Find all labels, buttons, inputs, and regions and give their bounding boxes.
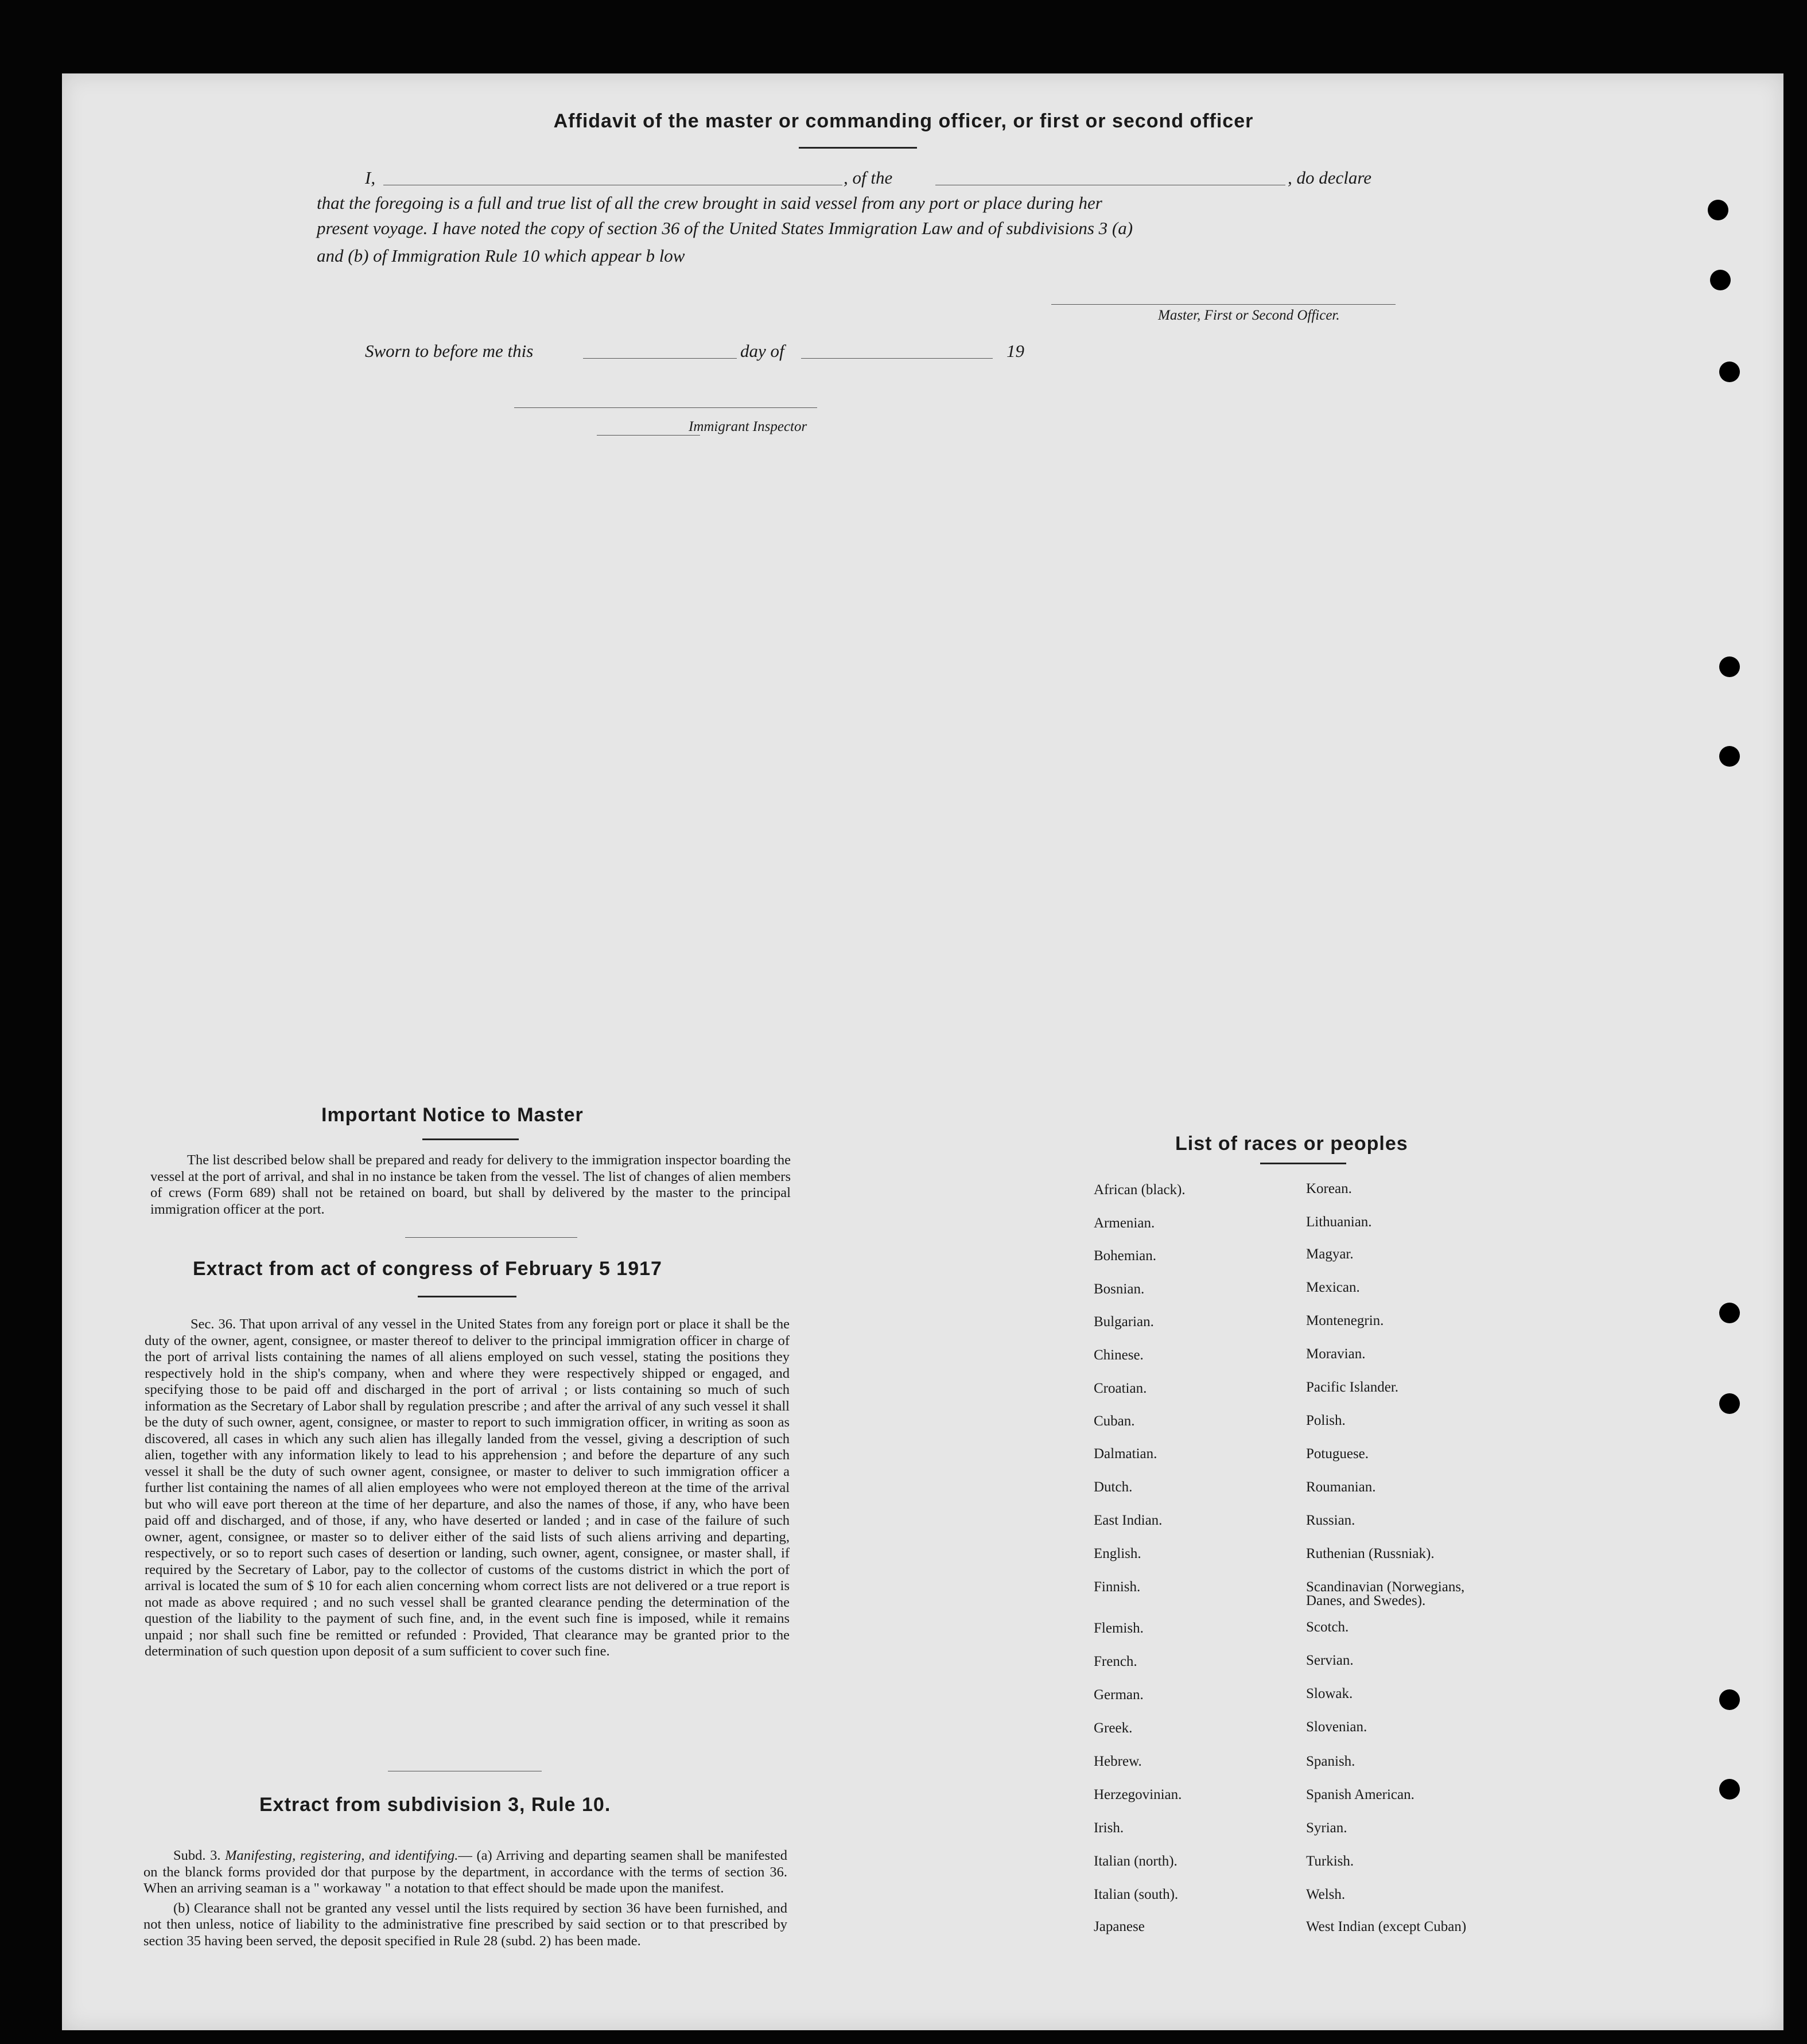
rule-subd-b: (b) Clearance shall not be granted any vessel until the lists required by section 36 have been furnished, and not then unless, notice of liability to the administrative fine prescribed by said section or to that prescribed by section 35 having been served, the deposit specified in Rule 28 (subd. 2) has been made. (143, 1900, 787, 1949)
sworn-month-blank (801, 358, 993, 359)
race-list-item: Ruthenian (Russniak). (1306, 1546, 1435, 1561)
affidavit-declare: , do declare (1288, 168, 1372, 188)
race-list-item: Danes, and Swedes). (1306, 1593, 1426, 1608)
form-page (62, 73, 1783, 2030)
punch-hole (1719, 746, 1740, 767)
race-list-item: Dalmatian. (1094, 1446, 1157, 1462)
race-list-item: Servian. (1306, 1653, 1354, 1668)
race-list-item: Bosnian. (1094, 1281, 1145, 1297)
act-title: Extract from act of congress of February 5 1917 (193, 1258, 662, 1280)
affidavit-i-label: I, (365, 168, 376, 188)
race-list-item: Italian (south). (1094, 1887, 1179, 1902)
affidavit-text-line: present voyage. I have noted the copy of section 36 of the United States Immigration Law and of subdivisions 3 (a) (317, 218, 1133, 238)
race-list-item: Bulgarian. (1094, 1314, 1154, 1330)
race-list-item: Mexican. (1306, 1280, 1360, 1295)
affidavit-text-line: and (b) of Immigration Rule 10 which appear b low (317, 246, 685, 266)
races-underline (1260, 1163, 1346, 1164)
race-list-item: Flemish. (1094, 1621, 1144, 1636)
race-list-item: Spanish American. (1306, 1787, 1414, 1802)
race-list-item: Potuguese. (1306, 1446, 1369, 1462)
inspector-label: Immigrant Inspector (689, 419, 807, 434)
race-list-item: Russian. (1306, 1513, 1355, 1528)
race-list-item: Turkish. (1306, 1853, 1354, 1869)
punch-hole (1719, 1303, 1740, 1323)
punch-hole (1710, 270, 1731, 290)
affidavit-title: Affidavit of the master or commanding officer, or first or second officer (553, 110, 1254, 132)
punch-hole (1719, 362, 1740, 382)
rule-subd-prefix: Subd. 3. (173, 1848, 221, 1863)
notice-text (150, 1152, 791, 1221)
race-list-item: Slovenian. (1306, 1719, 1367, 1735)
race-list-item: Dutch. (1094, 1479, 1133, 1495)
punch-hole (1719, 1689, 1740, 1710)
race-list-item: Chinese. (1094, 1347, 1144, 1363)
notice-paragraph: The list described below shall be prepared and ready for delivery to the immigration inspector boarding the vessel at the port of arrival, and shal in no instance be taken from the vessel. The list of changes of alien members of crews (Form 689) shall not be retained on board, but shall by delivered by the master to the principal immigration officer at the port. (150, 1152, 791, 1217)
race-list-item: Hebrew. (1094, 1754, 1142, 1769)
race-list-item: Lithuanian. (1306, 1214, 1372, 1230)
race-list-item: Croatian. (1094, 1381, 1147, 1396)
rule-subd-a-text: — (a) Arriving and departing seamen shall be manifested on the blanck forms provided dor that purpose by the department, in accordance with the terms of section 36. When an arriving seaman is a " workaway " a notation to that effect should be made upon the manifest. (143, 1848, 787, 1896)
race-list-item: Herzegovinian. (1094, 1787, 1182, 1802)
inspector-short-line (597, 435, 700, 436)
signature-label: Master, First or Second Officer. (1158, 308, 1340, 323)
act-underline (418, 1296, 516, 1297)
race-list-item: Polish. (1306, 1413, 1346, 1428)
act-text (145, 1316, 790, 1664)
sworn-year: 19 (1007, 341, 1024, 361)
race-list-item: East Indian. (1094, 1513, 1163, 1528)
race-list-item: Bohemian. (1094, 1248, 1157, 1264)
sworn-prefix: Sworn to before me this (365, 341, 534, 361)
notice-title: Important Notice to Master (321, 1104, 584, 1126)
race-list-item: Irish. (1094, 1820, 1124, 1836)
race-list-item: English. (1094, 1546, 1141, 1561)
race-list-item: Scotch. (1306, 1619, 1349, 1635)
race-list-item: Korean. (1306, 1181, 1352, 1196)
race-list-item: Finnish. (1094, 1579, 1141, 1595)
punch-hole (1719, 1393, 1740, 1414)
rule-title: Extract from subdivision 3, Rule 10. (259, 1794, 611, 1816)
race-list-item: Cuban. (1094, 1413, 1135, 1429)
race-list-item: Armenian. (1094, 1215, 1155, 1231)
affidavit-of-the: , of the (844, 168, 893, 188)
race-list-item: Slowak. (1306, 1686, 1353, 1701)
race-list-item: Scandinavian (Norwegians, (1306, 1579, 1465, 1595)
rule-subd-heading: Manifesting, registering, and identifying. (225, 1848, 458, 1863)
race-list-item: Welsh. (1306, 1887, 1346, 1902)
title-underline (799, 147, 917, 149)
notice-divider (405, 1237, 577, 1238)
race-list-item: Greek. (1094, 1720, 1133, 1736)
punch-hole (1719, 1779, 1740, 1800)
race-list-item: African (black). (1094, 1182, 1186, 1198)
inspector-signature-line (514, 407, 817, 408)
sworn-day-blank (583, 358, 737, 359)
race-list-item: Spanish. (1306, 1754, 1355, 1769)
race-list-item: German. (1094, 1687, 1144, 1703)
sworn-day-of: day of (740, 341, 784, 361)
act-paragraph: Sec. 36. That upon arrival of any vessel in the United States from any foreign port or place it shall be the duty of the owner, agent, consignee, or master thereof to deliver to the principal immigration officer in charge of the port of arrival lists containing the names of all aliens employed on such vessel, stating the positions they respectively hold in the ship's company, when and where they were respectively shipped or engaged, and specifying those to be paid off and discharged in the port of arrival ; or lists containing so much of such information as the Secretary of Labor shall by regulation prescribe ; and after the arrival of any such vessel it shall be the duty of such owner, agent, consignee, or master to report to such immigration officer, in writing as soon as discovered, all cases in which any such alien has illegally landed from the vessel, giving a description of such alien, together with any information likely to lead to his apprehension ; and before the departure of any such vessel it shall be the duty of such owner agent, consignee, or master to deliver to such immigration officer a further list containing the names of all alien employees who were not employed thereon at the time of the arrival but who will eave port thereon at the time of her departure, and also the names of those, if any, who have been paid off and discharged, and of those, if any, who have deserted or landed ; and in case of the failure of such owner, agent, consignee, or master so to deliver either of the said lists of such aliens arriving and departing, respectively, or so to report such cases of desertion or landing, such owner, agent, consignee, or master shall, if required by the Secretary of Labor, pay to the collector of customs of the customs district in which the port of arrival is located the sum of $ 10 for each alien concerning whom correct lists are not delivered or a true report is not made as above required ; and no such vessel shall be granted clearance pending the determination of the question of the liability to the payment of such fine, and, in the event such fine is imposed, while it remains unpaid ; nor shall such fine be remitted or refunded : Provided, That clearance may be granted prior to the determination of such question upon deposit of a sum sufficient to cover such fine. (145, 1316, 790, 1659)
rule-subd-a (143, 1848, 787, 1897)
affidavit-text-line: that the foregoing is a full and true list of all the crew brought in said vessel from any port or place during her (317, 193, 1102, 213)
notice-underline (422, 1138, 519, 1140)
race-list-item: Syrian. (1306, 1820, 1347, 1836)
race-list-item: Moravian. (1306, 1346, 1366, 1362)
race-list-item: Pacific Islander. (1306, 1379, 1399, 1395)
race-list-item: Magyar. (1306, 1246, 1354, 1262)
race-list-item: Italian (north). (1094, 1853, 1178, 1869)
race-list-item: French. (1094, 1654, 1137, 1669)
rule-text (143, 1848, 787, 1953)
race-list-item: Roumanian. (1306, 1479, 1376, 1495)
punch-hole (1719, 656, 1740, 677)
signature-line (1051, 304, 1396, 305)
race-list-item: Montenegrin. (1306, 1313, 1384, 1328)
races-title: List of races or peoples (1175, 1133, 1408, 1155)
punch-hole (1708, 200, 1728, 220)
race-list-item: Japanese (1094, 1919, 1145, 1934)
race-list-item: West Indian (except Cuban) (1306, 1919, 1467, 1934)
